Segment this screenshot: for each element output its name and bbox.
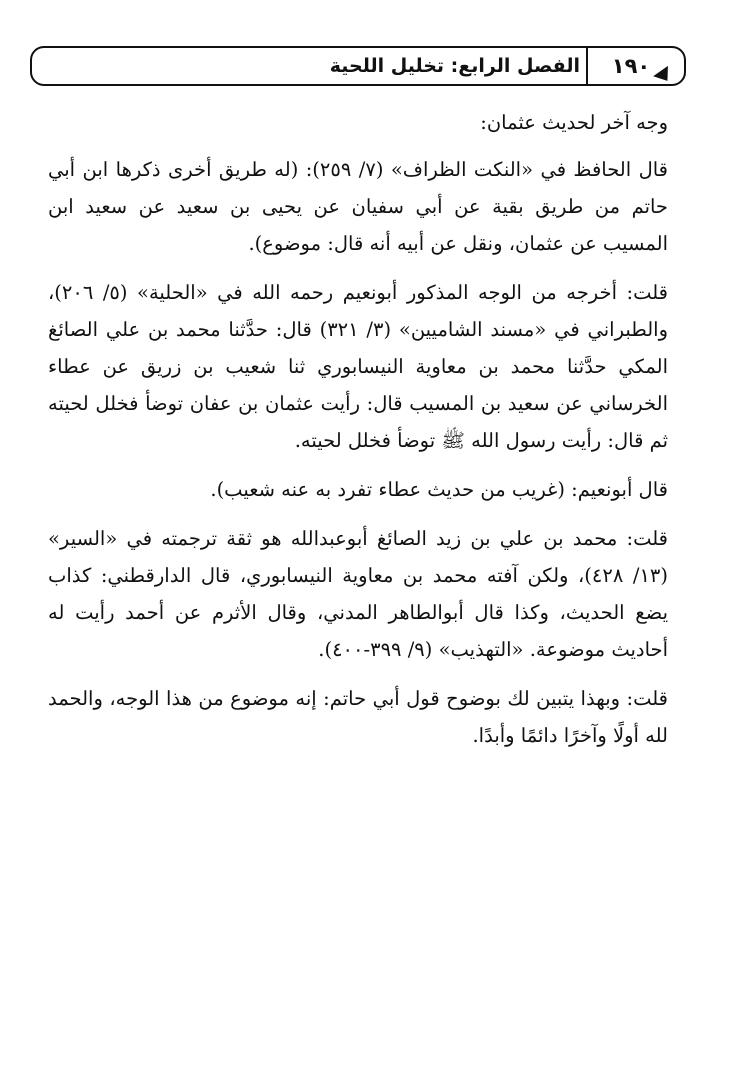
paragraph: قلت: وبهذا يتبين لك بوضوح قول أبي حاتم: إنه موضوع من هذا الوجه، والحمد لله أولًا وآخرًا دائمًا وأبدًا. [48,687,668,747]
paragraph: قال الحافظ في «النكت الظراف» (٧/ ٢٥٩): (له طريق أخرى ذكرها ابن أبي حاتم من طريق بقية عن أبي سفيان عن يحيى بن سعيد عن سعيد ابن المسيب عن عثمان، ونقل عن أبيه أنه قال: موضوع). [48,158,669,255]
paragraph: قلت: محمد بن علي بن زيد الصائغ أبوعبدالله هو ثقة ترجمته في «السير» (١٣/ ٤٢٨)، ولكن آفته محمد بن معاوية النيسابوري، قال الدارقطني: كذاب يضع الحديث، وكذا قال أبوالطاهر المدني، وقال الأثرم عن أحمد رأيت له أحاديث موضوعة. «التهذيب» (٩/ ٣٩٩-٤٠٠). [48,527,668,661]
page-number: ١٩٠ [611,54,651,78]
paragraph: قال أبونعيم: (غريب من حديث عطاء تفرد به عنه شعيب). [210,478,668,501]
header-divider [586,46,588,86]
chapter-title: الفصل الرابع: تخليل اللحية [329,55,580,77]
paragraph: قلت: أخرجه من الوجه المذكور أبونعيم رحمه الله في «الحلية» (٥/ ٢٠٦)، والطبراني في «مسند الشاميين» (٣/ ٣٢١) قال: حدَّثنا محمد بن علي الصائغ المكي حدَّثنا محمد بن معاوية النيسابوري ثنا شعيب بن زريق عن عطاء الخرساني عن سعيد بن المسيب قال: رأيت عثمان بن عفان توضأ فخلل لحيته ثم قال: رأيت رسول الله ﷺ توضأ فخلل لحيته. [48,281,668,452]
section-heading: وجه آخر لحديث عثمان: [480,111,668,134]
page-body [48,104,668,766]
